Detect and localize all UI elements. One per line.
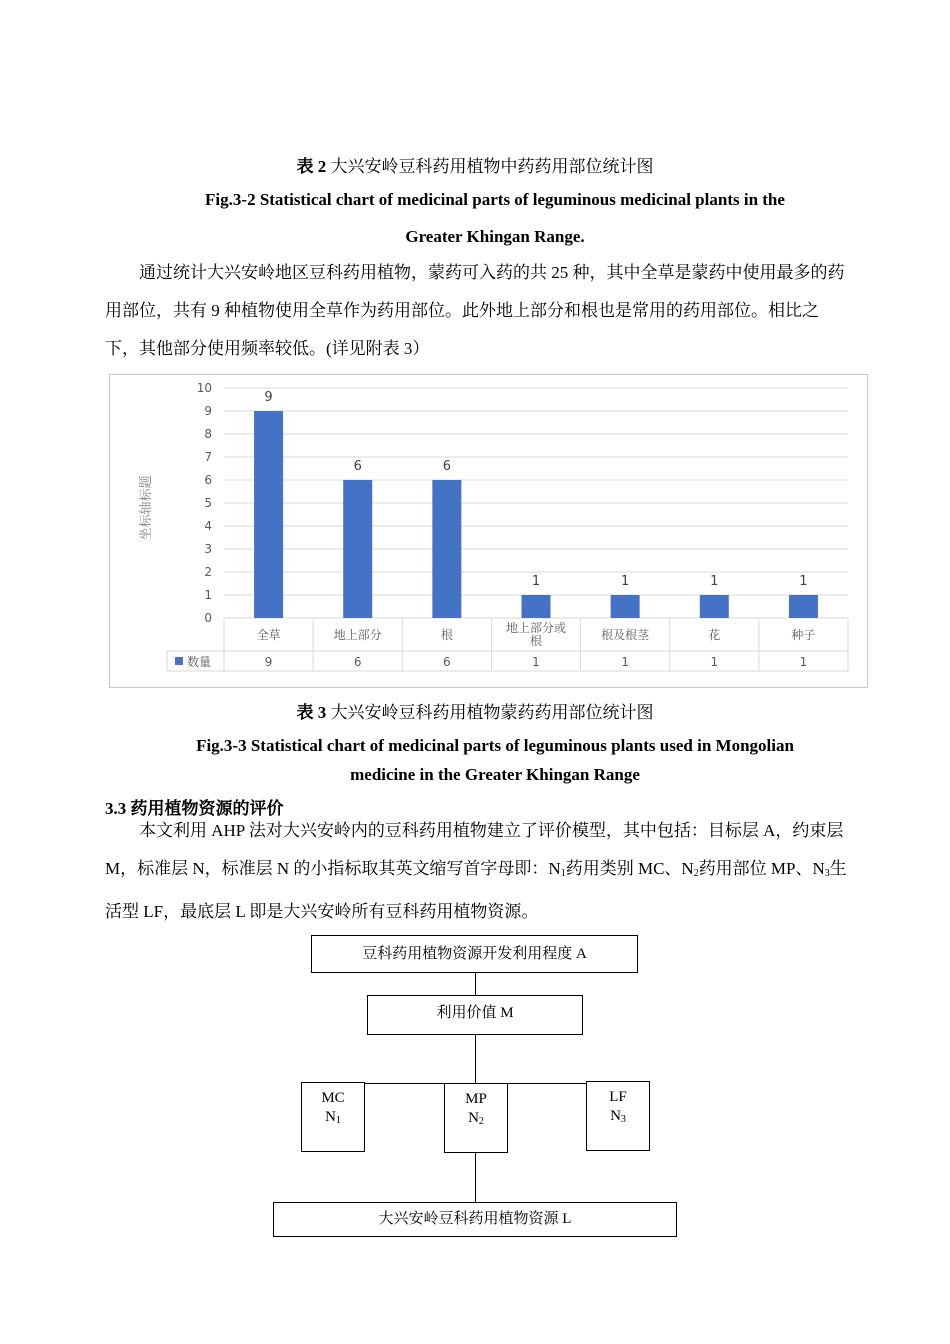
ahp-bottom-label: 大兴安岭豆科药用植物资源 L bbox=[378, 1211, 572, 1227]
ahp-goal-label: 豆科药用植物资源开发利用程度 A bbox=[362, 946, 587, 962]
ahp-criterion-mc-level bbox=[302, 1108, 364, 1130]
ahp-criterion-mp-box bbox=[444, 1083, 508, 1153]
paragraph-2-sub3: 3 bbox=[824, 868, 830, 879]
data-label: 9 bbox=[264, 390, 273, 405]
ahp-bottom-box bbox=[273, 1202, 677, 1237]
ahp-criterion-mc-box bbox=[301, 1082, 365, 1152]
data-label: 1 bbox=[710, 574, 719, 589]
table2-caption-prefix: 表 2 bbox=[296, 157, 327, 176]
connector-goal-constraint bbox=[475, 972, 476, 996]
paragraph-2-part4: 生活型 LF，最底层 L 即是大兴安岭所有豆科药用植物资源。 bbox=[105, 859, 847, 921]
fig32-caption-line1: Fig.3-2 Statistical chart of medicinal parts of leguminous medicinal plants in the bbox=[205, 190, 785, 209]
paragraph-1-text: 通过统计大兴安岭地区豆科药用植物，蒙药可入药的共 25 种，其中全草是蒙药中使用最多的药用部位，共有 9 种植物使用全草作为药用部位。此外地上部分和根也是常用的药用部位。相比之下，其他部分使用频率较低。(详见附表 3） bbox=[105, 263, 845, 358]
y-tick-label: 7 bbox=[204, 450, 212, 464]
data-label: 6 bbox=[353, 459, 362, 474]
y-tick-label: 0 bbox=[204, 611, 212, 625]
section-number: 3.3 bbox=[105, 799, 127, 818]
connector-constraint-bus bbox=[475, 1034, 476, 1084]
ahp-goal-box bbox=[311, 935, 638, 973]
paragraph-2-part3: 药用部位 MP、N bbox=[698, 859, 825, 878]
x-category-label-line: 根 bbox=[529, 634, 543, 648]
x-category-label: 根 bbox=[440, 628, 453, 642]
y-tick-label: 5 bbox=[204, 496, 212, 510]
ahp-constraint-box bbox=[367, 995, 583, 1035]
table-value: 6 bbox=[443, 655, 451, 669]
chart-y-axis-title: 坐标轴标题 bbox=[139, 475, 154, 541]
table-value: 6 bbox=[353, 655, 362, 669]
section-title: 药用植物资源的评价 bbox=[130, 799, 284, 818]
x-category-label: 种子 bbox=[791, 628, 816, 642]
fig33-caption-line2: medicine in the Greater Khingan Range bbox=[350, 765, 640, 784]
y-tick-label: 4 bbox=[204, 519, 212, 533]
y-tick-label: 6 bbox=[204, 473, 212, 487]
ahp-criterion-mc-sub: 1 bbox=[335, 1115, 341, 1126]
y-tick-label: 9 bbox=[204, 404, 212, 418]
x-category-label-line: 地上部分或 bbox=[505, 621, 567, 635]
table3-caption-title: 大兴安岭豆科药用植物蒙药药用部位统计图 bbox=[330, 703, 654, 722]
y-tick-label: 3 bbox=[204, 542, 212, 556]
ahp-criterion-mp-sub: 2 bbox=[478, 1116, 484, 1127]
table-value: 1 bbox=[621, 655, 629, 669]
ahp-criterion-mp-level bbox=[445, 1109, 507, 1131]
y-tick-label: 2 bbox=[204, 565, 212, 579]
y-tick-label: 1 bbox=[204, 588, 212, 602]
ahp-constraint-label: 利用价值 M bbox=[436, 1005, 514, 1021]
table-value: 9 bbox=[264, 655, 273, 669]
table-value: 1 bbox=[710, 655, 719, 669]
ahp-criterion-mc-code: MC bbox=[321, 1090, 345, 1106]
table-value: 1 bbox=[532, 655, 540, 669]
data-label: 6 bbox=[442, 459, 451, 474]
y-tick-label: 10 bbox=[196, 381, 212, 395]
data-label: 1 bbox=[799, 574, 808, 589]
table3-caption-prefix: 表 3 bbox=[296, 703, 327, 722]
ahp-criterion-lf-level bbox=[587, 1107, 649, 1129]
fig32-caption-line2: Greater Khingan Range. bbox=[405, 227, 585, 246]
data-label: 1 bbox=[621, 574, 630, 589]
table-value: 1 bbox=[799, 655, 808, 669]
ahp-criterion-lf-code: LF bbox=[609, 1089, 627, 1105]
x-category-label: 根及根茎 bbox=[601, 628, 650, 642]
table2-caption-title: 大兴安岭豆科药用植物中药药用部位统计图 bbox=[330, 157, 654, 176]
ahp-criterion-lf-sub: 3 bbox=[620, 1114, 626, 1125]
ahp-criterion-lf-box bbox=[586, 1081, 650, 1151]
data-label: 1 bbox=[531, 574, 541, 589]
paragraph-2-part2: 药用类别 MC、N bbox=[565, 859, 694, 878]
legend-label: 数量 bbox=[187, 655, 212, 669]
ahp-criterion-lf-n: N bbox=[610, 1108, 621, 1124]
ahp-criterion-mp-code: MP bbox=[465, 1091, 487, 1107]
x-category-label: 全草 bbox=[256, 628, 281, 642]
x-category-label: 地上部分 bbox=[333, 628, 382, 642]
ahp-criterion-mp-n: N bbox=[468, 1110, 479, 1126]
paragraph-2-sub1: 1 bbox=[560, 868, 566, 879]
y-tick-label: 8 bbox=[204, 427, 212, 441]
connector-criteria-bottom bbox=[475, 1153, 476, 1203]
x-category-label: 花 bbox=[708, 628, 721, 642]
paragraph-2-part1: 本文利用 AHP 法对大兴安岭内的豆科药用植物建立了评价模型，其中包括：目标层 A，约束层 M，标准层 N，标准层 N 的小指标取其英文缩写首字母即：N bbox=[105, 821, 844, 878]
ahp-criterion-mc-n: N bbox=[325, 1109, 336, 1125]
fig33-caption-line1: Fig.3-3 Statistical chart of medicinal parts of leguminous plants used in Mongolian bbox=[196, 736, 794, 755]
paragraph-2-sub2: 2 bbox=[693, 868, 699, 879]
